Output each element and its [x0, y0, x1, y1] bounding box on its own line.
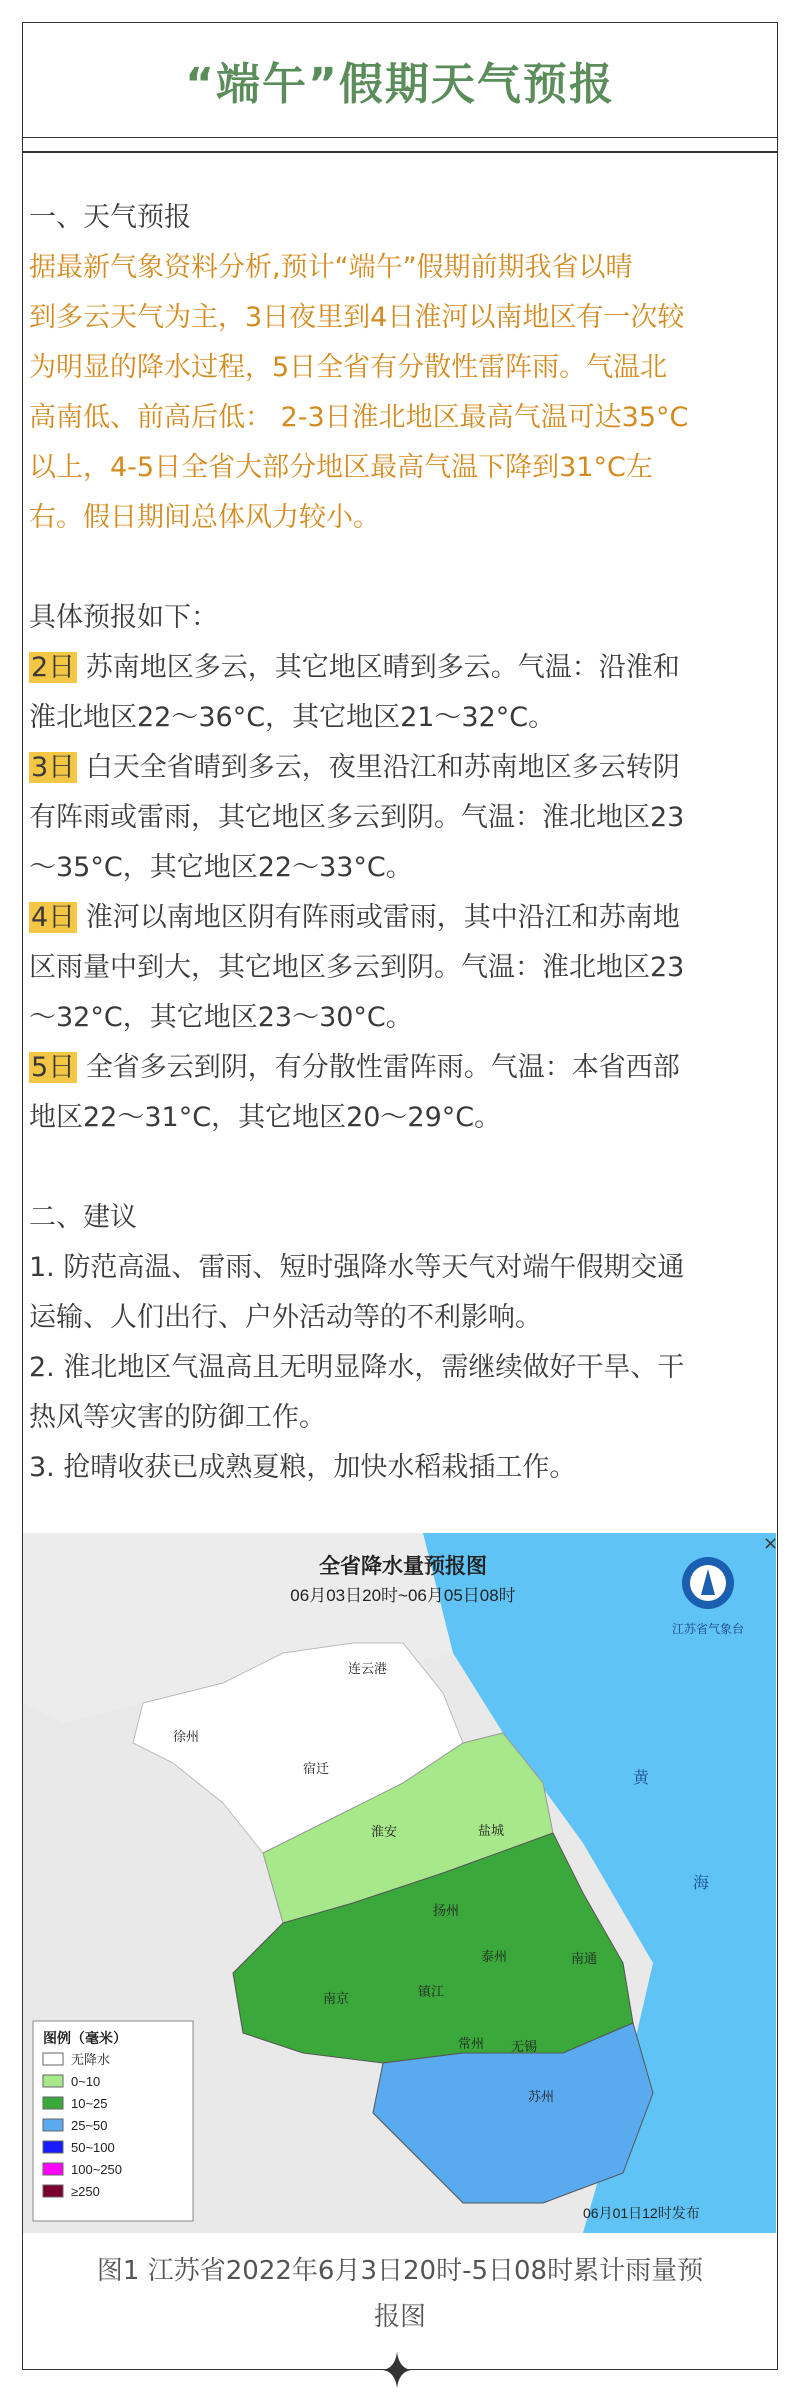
- day-text: 有阵雨或雷雨，其它地区多云到阴。气温：淮北地区23: [29, 802, 685, 833]
- city-label: 淮安: [371, 1824, 398, 1839]
- precipitation-map: [23, 1533, 779, 2233]
- advice-line: 热风等灾害的防御工作。: [29, 1402, 326, 1433]
- day-tag: 3日: [31, 752, 76, 783]
- legend-label: 50~100: [71, 2140, 115, 2155]
- legend-swatch: [43, 2119, 63, 2131]
- day-text: 地区22～31°C，其它地区20～29°C。: [29, 1102, 502, 1133]
- city-label: 连云港: [348, 1661, 388, 1676]
- advice-line: 3. 抢晴收获已成熟夏粮，加快水稻栽插工作。: [29, 1452, 577, 1483]
- city-label: 南通: [571, 1951, 598, 1966]
- day-text: 苏南地区多云，其它地区晴到多云。气温：沿淮和: [77, 652, 680, 683]
- detail-heading: 具体预报如下：: [29, 602, 218, 633]
- article-frame: [22, 22, 778, 2370]
- day-forecast: [29, 643, 775, 693]
- forecast-line: 为明显的降水过程，5日全省有分散性雷阵雨。气温北: [29, 352, 668, 383]
- map-legend: [33, 2021, 193, 2221]
- map-title: 全省降水量预报图: [319, 1555, 487, 1578]
- legend-swatch: [43, 2053, 63, 2065]
- article-body: [29, 193, 775, 1493]
- sea-label: 海: [693, 1875, 710, 1892]
- day-text: 淮北地区22～36°C，其它地区21～32°C。: [29, 702, 556, 733]
- city-label: 常州: [458, 2036, 485, 2051]
- title-box: [23, 23, 777, 138]
- caption-line: 报图: [373, 2302, 426, 2332]
- day-text: ～35°C，其它地区22～33°C。: [29, 852, 413, 883]
- caption-line: 图1 江苏省2022年6月3日20时-5日08时累计雨量预: [96, 2256, 704, 2286]
- legend-label: 25~50: [71, 2118, 108, 2133]
- advice-line: 运输、人们出行、户外活动等的不利影响。: [29, 1302, 542, 1333]
- close-icon: ×: [763, 1533, 779, 1554]
- issued-time: 06月01日12时发布: [583, 2205, 700, 2221]
- section1-heading: 一、天气预报: [29, 202, 191, 233]
- city-label: 盐城: [478, 1823, 505, 1838]
- sea-label: 黄: [633, 1770, 650, 1787]
- legend-swatch: [43, 2075, 63, 2087]
- city-label: 徐州: [173, 1729, 200, 1744]
- city-label: 宿迁: [303, 1761, 330, 1776]
- agency-name: 江苏省气象台: [671, 1622, 745, 1636]
- forecast-line: 右。假日期间总体风力较小。: [29, 502, 380, 533]
- city-label: 苏州: [528, 2089, 555, 2104]
- legend-swatch: [43, 2185, 63, 2197]
- map-subtitle: 06月03日20时~06月05日08时: [290, 1586, 516, 1605]
- day-tag: 4日: [31, 902, 76, 933]
- city-label: 镇江: [418, 1984, 445, 1999]
- legend-swatch: [43, 2163, 63, 2175]
- day-forecast: [29, 743, 775, 793]
- day-text: 白天全省晴到多云，夜里沿江和苏南地区多云转阴: [77, 752, 680, 783]
- day-text: 淮河以南地区阴有阵雨或雷雨，其中沿江和苏南地: [77, 902, 680, 933]
- city-label: 泰州: [481, 1949, 508, 1964]
- day-forecast: [29, 1043, 775, 1093]
- forecast-line: 以上，4-5日全省大部分地区最高气温下降到31°C左: [29, 452, 653, 483]
- city-label: 无锡: [511, 2039, 538, 2054]
- forecast-line: 高南低、前高后低： 2-3日淮北地区最高气温可达35°C: [29, 402, 689, 433]
- legend-label: 10~25: [71, 2096, 108, 2111]
- forecast-line: 到多云天气为主，3日夜里到4日淮河以南地区有一次较: [29, 302, 685, 333]
- legend-label: 无降水: [71, 2052, 111, 2067]
- forecast-line: 据最新气象资料分析,预计“端午”假期前期我省以晴: [29, 252, 633, 283]
- day-text: ～32°C，其它地区23～30°C。: [29, 1002, 413, 1033]
- diamond-ornament-icon: [383, 2352, 411, 2388]
- city-label: 南京: [323, 1991, 350, 2006]
- figure-caption: [23, 2248, 777, 2340]
- legend-label: ≥250: [71, 2184, 100, 2199]
- legend-label: 0~10: [71, 2074, 101, 2089]
- city-label: 扬州: [433, 1903, 460, 1918]
- advice-line: 1. 防范高温、雷雨、短时强降水等天气对端午假期交通: [29, 1252, 685, 1283]
- day-tag: 5日: [31, 1052, 76, 1083]
- legend-label: 100~250: [71, 2162, 122, 2177]
- legend-swatch: [43, 2141, 63, 2153]
- legend-title: 图例（毫米）: [43, 2030, 127, 2046]
- day-forecast: [29, 893, 775, 943]
- day-text: 全省多云到阴，有分散性雷阵雨。气温：本省西部: [77, 1052, 680, 1083]
- legend-swatch: [43, 2097, 63, 2109]
- section2-heading: 二、建议: [29, 1202, 137, 1233]
- page-title: “端午”假期天气预报: [185, 59, 615, 110]
- day-tag: 2日: [31, 652, 76, 683]
- advice-line: 2. 淮北地区气温高且无明显降水，需继续做好干旱、干: [29, 1352, 685, 1383]
- day-text: 区雨量中到大，其它地区多云到阴。气温：淮北地区23: [29, 952, 685, 983]
- title-divider: [23, 151, 777, 153]
